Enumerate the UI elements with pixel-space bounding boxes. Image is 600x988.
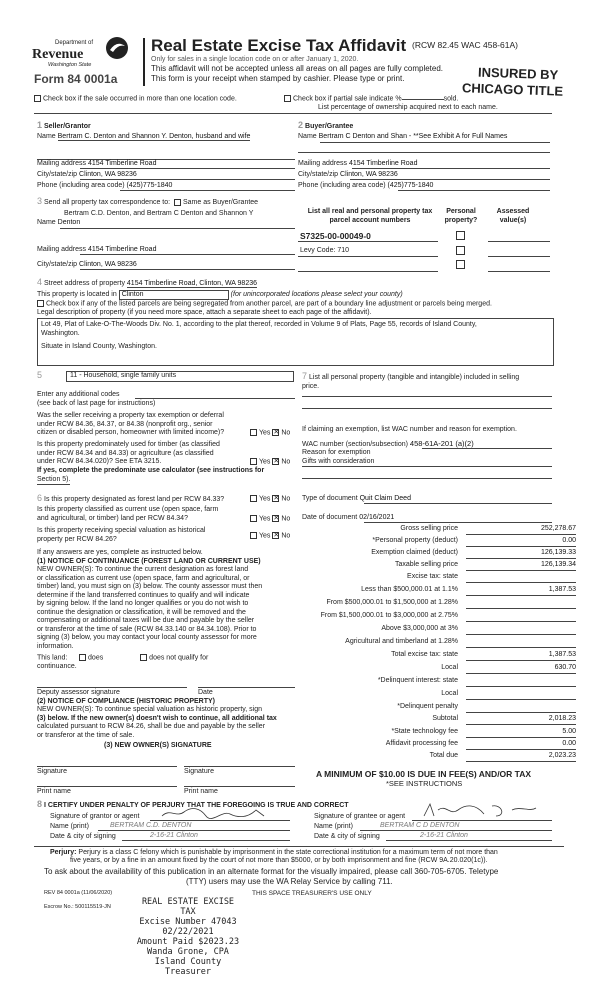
header-line-1: Only for sales in a single location code on or after January 1, 2020. [151,56,359,63]
parcel-heading: List all real and personal property tax parcel account numbers [307,208,433,224]
notice-2-text: NEW OWNER(S): To continue special valuation as historic property, sign (3) below. If the new owner(s) doesn't wish to continue, all additional tax calculated pursuant to RCW 84.26, shall be due and payable by the seller or transferor at the time of sale. [37,706,277,739]
partial-sale-label: Check box if partial sale indicate % [293,95,402,103]
street-field[interactable]: 4154 Timberline Road, Clinton, WA 98236 [126,280,258,287]
yes-checkbox[interactable] [250,495,257,502]
yes-checkbox[interactable] [250,515,257,522]
notice-3-heading: (3) NEW OWNER(S) SIGNATURE [104,742,212,749]
rule [398,190,550,191]
state-label: Washington State [48,62,92,68]
rule [302,396,552,397]
tax-row-value[interactable]: 252,278.67 [466,525,576,535]
tax-row [302,651,576,662]
tax-row-value[interactable] [466,625,576,635]
rule [184,786,295,787]
alt-format-text: To ask about the availability of this publication in an alternate format for the visually impaired, please call 360-705-6705. Teletype [44,867,499,876]
doc-date-field[interactable]: 02/16/2021 [359,514,395,521]
seller-name-row: Name Bertram C. Denton and Shannon Y. Denton, husband and wife [37,133,251,140]
corr-name-1[interactable]: Bertram C.D. Denton, and Bertram C Denton and Shannon Y [64,210,254,217]
buyer-name-field[interactable]: Bertram C Denton and Shan - **See Exhibit A for Full Names [318,133,508,140]
insured-stamp-1: INSURED BY [477,64,559,83]
buyer-heading: 2 Buyer/Grantee [298,120,354,130]
grantor-print-label: Name (print) [50,823,89,830]
grantor-date-label: Date & city of signing [50,833,116,840]
tax-row-value[interactable] [466,573,576,583]
rule [80,168,295,169]
sec6-q3-answer: Yes ✕ No [250,532,290,541]
notice-1-text: NEW OWNER(S): To continue the current designation as forest land or classification as current use (open space, farm and agricultural, or timber) land, you must sign on (3) below. The county assessor must then determine if the land transferred continues to qualify and will indicate by signing below. If the land no longer qualifies or you do not wish to continue the designation or classification, it will be removed and the compensating or additional taxes will be due and payable by the seller or transferor at the time of sale (RCW 84.33.140 or 84.34.108). Prior to signing (3) below, you may contact your local county assessor for more information. [37,566,263,650]
personal-heading: Personal property? [444,208,478,224]
rule [386,840,552,841]
tax-row-label: Excise tax: state [407,573,458,580]
buyer-name-row: Name Bertram C Denton and Shan - **See Exhibit A for Full Names [298,133,508,140]
seller-name-field[interactable]: Bertram C. Denton and Shannon Y. Denton, husband and wife [57,133,251,140]
reason-label: Reason for exemption [302,449,371,456]
minimum-due-note: A MINIMUM OF $10.00 IS DUE IN FEE(S) AND/OR TAX [316,769,532,779]
buyer-city-row: City/state/zip Clinton, WA 98236 [298,171,398,178]
no-checkbox-checked[interactable]: ✕ [273,532,280,539]
buyer-city-field[interactable]: Clinton, WA 98236 [340,171,398,178]
sec5-q1: Was the seller receiving a property tax exemption or deferral under RCW 84.36, 84.37, or 84.38 (nonprofit org., senior citizen or disabled person, homeowner with limited income)? [37,412,225,436]
seller-heading: 1 Seller/Grantor [37,120,91,130]
tax-row-value[interactable] [466,703,576,713]
same-as-buyer-label: Same as Buyer/Grantee [182,199,259,206]
tax-row [302,537,576,548]
tax-row [302,573,576,584]
tax-row [302,549,576,560]
parcel-number[interactable]: S7325-00-00049-0 [300,231,371,241]
no-checkbox-checked[interactable]: ✕ [273,515,280,522]
personal-checkbox-2[interactable] [456,246,465,255]
rule [37,766,177,767]
buyer-mail-field[interactable]: 4154 Timberline Road [348,160,418,167]
sec6-q1-answer: Yes ✕ No [250,495,290,504]
sec5-q2-answer: Yes ✕ No [250,458,290,467]
tax-row [302,677,576,688]
corr-city-field[interactable]: Clinton, WA 98236 [79,261,137,268]
rule [302,478,552,479]
location-row: This property is located in Clinton (for unincorporated locations please select your county) [37,291,403,298]
grantor-sig-label: Signature of grantor or agent [50,813,140,820]
sec6-q1: 6 Is this property designated as forest land per RCW 84.33? [37,493,225,503]
tax-row-label: Exemption claimed (deduct) [371,549,458,556]
tax-row-value[interactable]: 630.70 [466,664,576,674]
tax-row-label: Above $3,000,000 at 3% [381,625,458,632]
reason-field[interactable]: Gifts with consideration [302,458,375,465]
tax-row [302,586,576,597]
grantee-print-label: Name (print) [314,823,353,830]
doc-date-row: Date of document 02/16/2021 [302,514,395,521]
header-line-3: This form is your receipt when stamped by cashier. Please type or print. [151,74,405,83]
street-row: 4 Street address of property 4154 Timberline Road, Clinton, WA 98236 [37,277,258,287]
rule [80,254,295,255]
sec6-q2: Is this property classified as current use (open space, farm and agricultural, or timber) land per RCW 84.34? [37,506,219,522]
tty-text: (TTY) users may use the WA Relay Service by calling 711. [186,877,393,886]
wac-claim-label: If claiming an exemption, list WAC number and reason for exemption. [302,426,517,433]
header-divider [143,38,145,86]
corr-name-row: Name Denton [37,219,81,226]
tax-row-value[interactable]: 126,139.34 [466,561,576,571]
corr-mail-field[interactable]: 4154 Timberline Road [87,246,157,253]
legal-description-box[interactable]: Lot 49, Plat of Lake-O-The-Woods Div. No. 1, according to the plat thereof, recorded in Volume 9 of Plats, Page 55, records of Island County, Washington. Situate in Island County, Washington. [37,318,554,366]
tax-row-label: From $1,500,000.01 to $3,000,000 at 2.75% [320,612,458,619]
tax-row-value[interactable]: 0.00 [466,740,576,750]
assessed-heading: Assessed value(s) [496,208,530,224]
dept-label: Department of [54,40,94,46]
unincorporated-note: (for unincorporated locations please select your county) [230,291,403,298]
grantor-date-field[interactable]: 2-16-21 Clinton [150,832,198,839]
personal-checkbox-3[interactable] [456,260,465,269]
form-title: Real Estate Excise Tax Affidavit [151,36,407,55]
seller-phone-row: Phone (including area code) (425)775-1840 [37,182,173,189]
rev-label: REV 84 0001a (11/06/2020) [44,890,113,896]
doc-type-field[interactable]: Quit Claim Deed [359,495,411,502]
rule [488,256,550,257]
tax-row-label: *Delinquent interest: state [377,677,458,684]
sec6-q2-answer: Yes ✕ No [250,515,290,524]
seller-city-field[interactable]: Clinton, WA 98236 [79,171,137,178]
seller-mail-field[interactable]: 4154 Timberline Road [87,160,157,167]
tax-row-value[interactable]: 2,018.23 [466,715,576,725]
tax-row [302,561,576,572]
tax-row [302,752,576,763]
yes-checkbox[interactable] [250,532,257,539]
tax-row [302,612,576,623]
rule [360,830,552,831]
corr-name-field[interactable]: Denton [57,219,81,226]
tax-row-value[interactable] [466,677,576,687]
tax-row [302,638,576,649]
treasurer-label: THIS SPACE TREASURER'S USE ONLY [252,890,372,897]
sec5-q3: If yes, complete the predominate use calculator (see instructions for Section 5). [37,467,264,485]
land-qualify-row: This land: does does not qualify for [37,654,209,662]
grantor-signature [160,806,270,820]
personal-checkbox-1[interactable] [456,231,465,240]
rule [80,179,295,180]
tax-row-label: *State technology fee [391,728,458,735]
rule [364,503,552,504]
partial-pct-field[interactable] [402,99,444,100]
tax-row-label: Gross selling price [400,525,458,532]
tax-row-label: Total excise tax: state [391,651,458,658]
rule [302,466,552,467]
tax-row-value[interactable] [466,690,576,700]
tax-row [302,728,576,739]
does-not-checkbox[interactable] [140,654,147,661]
perjury-text-2: five years, or by a fine in an amount fixed by the court of not more than $5000, or by both imprisonment and fine (RCW 9A.20.020(1c)). [70,857,488,864]
rule [422,448,552,449]
tax-row [302,703,576,714]
treasurer-stamp: REAL ESTATE EXCISE TAX Excise Number 47043 02/22/2021 Amount Paid $2023.23 Wanda Grone, CPA Island County Treasurer [136,897,240,977]
seller-city-row: City/state/zip Clinton, WA 98236 [37,171,137,178]
no-checkbox-checked[interactable]: ✕ [273,458,280,465]
rule [364,522,552,523]
tax-row-label: Total due [429,752,458,759]
addl-codes-label: Enter any additional codes (see back of last page for instructions) [37,391,156,407]
rule [120,190,295,191]
yes-checkbox[interactable] [250,429,257,436]
grantee-print-field[interactable]: BERTRAM C D DENTON [380,822,460,829]
tax-row-label: *Delinquent penalty [397,703,458,710]
checkbox[interactable] [34,95,41,102]
rule [60,228,295,229]
sec5-num: 5 [37,370,43,380]
grantee-signature [420,802,540,820]
print-label-1: Print name [37,788,71,795]
checkbox[interactable] [284,95,291,102]
escrow-label: Escrow No.: 500115519-JN [44,904,111,910]
rule [302,408,552,409]
buyer-mail-row: Mailing address 4154 Timberline Road [298,160,418,167]
tax-row-value[interactable]: 2,023.23 [466,752,576,762]
sec7-text: 7 List all personal property (tangible and intangible) included in selling price. [302,371,520,390]
no-checkbox-checked[interactable]: ✕ [273,429,280,436]
tax-row-value[interactable]: 1,387.53 [466,651,576,661]
tax-row-label: *Personal property (deduct) [372,537,458,544]
tax-row-value[interactable]: 1,387.53 [466,586,576,596]
yes-checkbox[interactable] [250,458,257,465]
form-number: Form 84 0001a [34,72,118,86]
tax-row-value[interactable]: 126,139.33 [466,549,576,559]
same-as-buyer-checkbox[interactable] [174,199,181,206]
deputy-date-label: Date [198,689,213,696]
buyer-phone-row: Phone (including area code) (425)775-1840 [298,182,434,189]
rule [37,786,177,787]
certify-heading: 8 I CERTIFY UNDER PENALTY OF PERJURY THAT THE FOREGOING IS TRUE AND CORRECT [37,799,349,809]
grantee-sig-label: Signature of grantee or agent [314,813,406,820]
sec6-q3: Is this property receiving special valuation as historical property per RCW 84.26? [37,527,206,543]
no-checkbox-checked[interactable]: ✕ [273,495,280,502]
tax-row-value[interactable]: 0.00 [466,537,576,547]
grantor-print-field[interactable]: BERTRAM C.D. DENTON [110,822,192,829]
does-checkbox[interactable] [79,654,86,661]
tax-row-label: Local [441,664,458,671]
insured-stamp-2: CHICAGO TITLE [461,80,564,99]
tax-row-label: Subtotal [432,715,458,722]
rule [350,179,550,180]
rule [98,830,290,831]
rule [34,113,552,114]
form-rcw-code: (RCW 82.45 WAC 458-61A) [412,40,518,50]
sec6-instruct: If any answers are yes, complete as instructed below. [37,549,203,556]
grantee-signature-field[interactable] [412,820,552,821]
deputy-signature-field[interactable] [37,687,187,688]
sec5-q2: Is this property predominately used for timber (as classified under RCW 84.34 and 84.33) or agriculture (as classified under RCW 84.34.020)? See ETA 3215. [37,441,220,465]
tax-row [302,740,576,751]
header-line-2: This affidavit will not be accepted unless all areas on all pages are fully completed. [151,64,444,73]
tax-row [302,715,576,726]
notice-2-heading: (2) NOTICE OF COMPLIANCE (HISTORIC PROPERTY) [37,698,215,705]
addl-codes-field[interactable] [135,398,295,399]
see-instructions-note: *SEE INSTRUCTIONS [386,779,463,788]
segregate-checkbox[interactable] [37,300,44,307]
rule [298,152,550,153]
partial-sale-check[interactable] [284,95,458,104]
land-use-select[interactable]: 11 - Household, single family units [66,371,294,382]
corr-city-row: City/state/zip Clinton, WA 98236 [37,261,137,268]
legal-desc-label: Legal description of property (if you need more space, attach a separate sheet to each page of the affidavit). [37,309,372,316]
tax-row-value[interactable] [466,599,576,609]
tax-row [302,599,576,610]
multi-location-label: Check box if the sale occurred in more than one location code. [43,95,237,103]
rule [320,142,550,143]
rule [352,168,550,169]
sold-label: sold. [443,95,459,103]
rule [298,241,438,242]
rule [488,271,550,272]
tax-row [302,664,576,675]
continuance-label: continuance. [37,663,77,670]
rule [122,840,290,841]
corr-mail-row: Mailing address 4154 Timberline Road [37,246,157,253]
tax-row [302,525,576,536]
tax-row-label: Less than $500,000.01 at 1.1% [361,586,458,593]
levy-code: Levy Code: 710 [300,247,350,254]
tax-row-label: Agricultural and timberland at 1.28% [345,638,458,645]
segregate-row: Check box if any of the listed parcels are being segregated from another parcel, are part of a boundary line adjustment or parcels being merged. [37,300,557,309]
seller-phone-field[interactable]: (425)775-1840 [126,182,173,189]
rule [80,269,295,270]
sec5-q1-answer: Yes ✕ No [250,429,290,438]
tax-row-value[interactable]: 5.00 [466,728,576,738]
tax-row-label: Local [441,690,458,697]
pct-note: List percentage of ownership acquired next to each name. [318,104,498,111]
perjury-text: Perjury: Perjury is a class C felony which is punishable by imprisonment in the state correctional institution for a maximum term of not more than [50,849,498,856]
tax-row [302,625,576,636]
location-select[interactable]: Clinton [119,290,229,300]
notice-1-heading: (1) NOTICE OF CONTINUANCE (FOREST LAND OR CURRENT USE) [37,558,261,565]
tax-row-label: Taxable selling price [394,561,458,568]
rule [298,271,438,272]
print-label-2: Print name [184,788,218,795]
deputy-sig-label: Deputy assessor signature [37,689,120,696]
sig-label-1: Signature [37,768,67,775]
grantee-date-label: Date & city of signing [314,833,380,840]
revenue-logo-text: Revenue [32,47,84,62]
grantor-signature-field[interactable] [150,820,290,821]
wac-field[interactable]: 458-61A-201 (a)(2) [409,439,474,448]
rule [488,241,550,242]
tax-row-value[interactable] [466,612,576,622]
deputy-date-field[interactable] [198,687,295,688]
seller-mail-row: Mailing address 4154 Timberline Road [37,160,157,167]
tax-row [302,690,576,701]
multi-location-check[interactable] [34,95,237,104]
sig-label-2: Signature [184,768,214,775]
doc-type-row: Type of document Quit Claim Deed [302,495,411,502]
corr-row: 3 Send all property tax correspondence to: Same as Buyer/Grantee [37,196,259,206]
grantee-date-field[interactable]: 2-16-21 Clinton [420,832,468,839]
rule [34,846,564,847]
tax-row-label: From $500,000.01 to $1,500,000 at 1.28% [326,599,458,606]
rule [298,256,438,257]
tax-row-value[interactable] [466,638,576,648]
rule [184,766,295,767]
buyer-phone-field[interactable]: (425)775-1840 [387,182,434,189]
revenue-logo-icon [104,36,130,60]
tax-row-label: Affidavit processing fee [385,740,458,747]
wac-row: WAC number (section/subsection) 458-61A-201 (a)(2) [302,439,474,448]
